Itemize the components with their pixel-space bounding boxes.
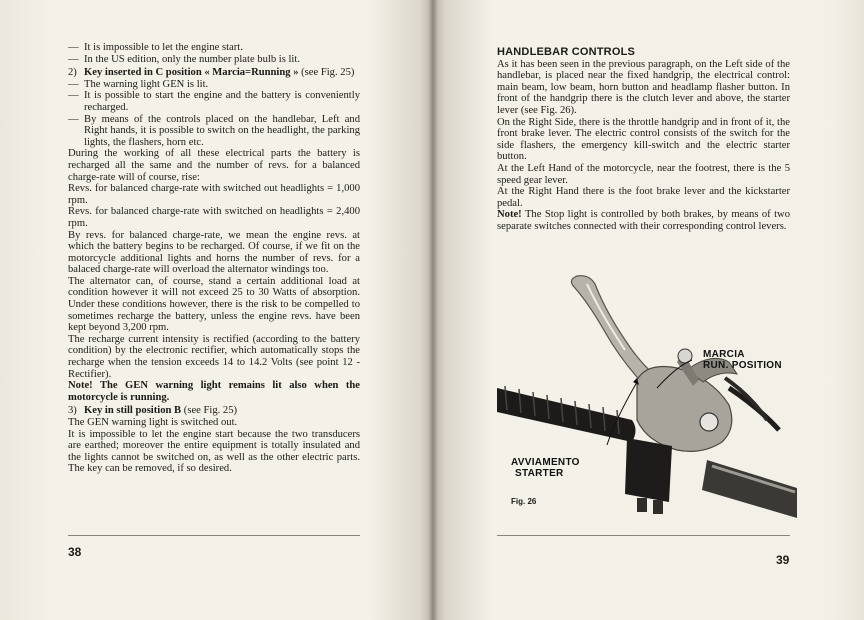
dash-item: — It is impossible to let the engine start. bbox=[68, 42, 243, 53]
paragraph: It is impossible to let the engine start because the two transducers are earthed; moreover the entire equipment is totally insulated and the lights cannot be switched on, as well as the other electric parts. The key can be removed, if so desired. bbox=[68, 428, 360, 475]
dash-item: — In the US edition, only the number plate bulb is lit. bbox=[68, 53, 300, 65]
figure-caption: Fig. 26 bbox=[511, 497, 537, 506]
dash-item: — It is possible to start the engine and the battery is conveniently recharged. bbox=[68, 90, 360, 113]
book-gutter bbox=[428, 0, 438, 620]
numbered-item-2: 2) Key inserted in C position « Marcia=Running » (see Fig. 25) bbox=[68, 67, 355, 79]
paragraph: As it has been seen in the previous paragraph, on the Left side of the handlebar, is placed near the fixed handgrip, the electrical control: main beam, low beam, horn button and headlamp flasher button. In front of the handgrip there is the clutch lever and above, the starter lever (see Fig. 26). bbox=[497, 58, 790, 116]
cable bbox=[729, 388, 779, 430]
page-number: 38 bbox=[68, 545, 82, 559]
paragraph: The alternator can, of course, stand a certain additional load at condition however it will not exceed 25 to 30 Watts of absorption. Under these conditions however, there is the risk to be compelled to sometimes recharge the battery, unless the engine revs. have been kept beyond 3,200 rpm. bbox=[68, 275, 360, 334]
paragraph: By revs. for balanced charge-rate, we mean the engine revs. at which the battery begins to be recharged. Of course, if we fit on the motorcycle additional lights and horns the number of revs. for a balaced charge-rate will overload the alternator windings too. bbox=[68, 229, 360, 276]
footer-rule bbox=[68, 535, 360, 536]
dash-item: — The warning light GEN is lit. bbox=[68, 78, 209, 90]
section-heading: HANDLEBAR CONTROLS bbox=[497, 46, 636, 58]
note-paragraph: Note! The GEN warning light remains lit also when the motorcycle is running. bbox=[68, 380, 360, 403]
page-number: 39 bbox=[776, 553, 790, 567]
right-page-text bbox=[497, 47, 790, 233]
label-starter: STARTER bbox=[515, 468, 564, 479]
paragraph: During the working of all these electrical parts the battery is recharged all the same and the number of revs. for a balanced charge-rate will of course, rise: bbox=[68, 148, 360, 183]
left-page-text bbox=[68, 42, 360, 475]
switch-block bbox=[625, 438, 672, 502]
label-marcia: MARCIA bbox=[703, 349, 745, 360]
housing-badge bbox=[700, 413, 718, 431]
switch-button bbox=[637, 498, 647, 512]
dash-item: — By means of the controls placed on the handlebar, Left and Right hands, it is possible to switch on the headlight, the parking lights, the flashers, horn etc. bbox=[68, 113, 360, 148]
paragraph: The GEN warning light is switched out. bbox=[68, 417, 238, 428]
label-avviamento: AVVIAMENTO bbox=[511, 457, 580, 468]
label-run-position: RUN. POSITION bbox=[703, 360, 782, 371]
paragraph: At the Right Hand there is the foot brake lever and the kickstarter pedal. bbox=[497, 186, 790, 209]
handgrip bbox=[497, 388, 636, 442]
handlebar-figure bbox=[497, 270, 797, 520]
switch-button bbox=[653, 500, 663, 514]
footer-rule bbox=[497, 535, 790, 536]
paragraph: On the Right Side, there is the throttle handgrip and in front of it, the front brake lever. The electric control consists of the switch for the side flashers, the emergency kill-switch and the electric starter button. bbox=[497, 116, 790, 163]
handlebar-illustration bbox=[497, 270, 797, 520]
note-paragraph: Note! The Stop light is controlled by both brakes, by means of two separate switches connected with their corresponding control levers. bbox=[497, 209, 790, 232]
paragraph: Revs. for balanced charge-rate with switched on headlights = 2,400 rpm. bbox=[68, 206, 360, 229]
paragraph: At the Left Hand of the motorcycle, near the footrest, there is the 5 speed gear lever. bbox=[497, 162, 790, 186]
paragraph: The recharge current intensity is rectified (according to the battery condition) by the electronic rectifier, which automatically stops the recharge when the tension exceeds 14 to 14.2 Volts (see point 12 - Rectifier). bbox=[68, 333, 360, 380]
control-housing bbox=[637, 367, 732, 452]
paragraph: Revs. for balanced charge-rate with switched out headlights = 1,000 rpm. bbox=[68, 183, 360, 206]
numbered-item-3: 3) Key in still position B (see Fig. 25) bbox=[68, 405, 238, 417]
